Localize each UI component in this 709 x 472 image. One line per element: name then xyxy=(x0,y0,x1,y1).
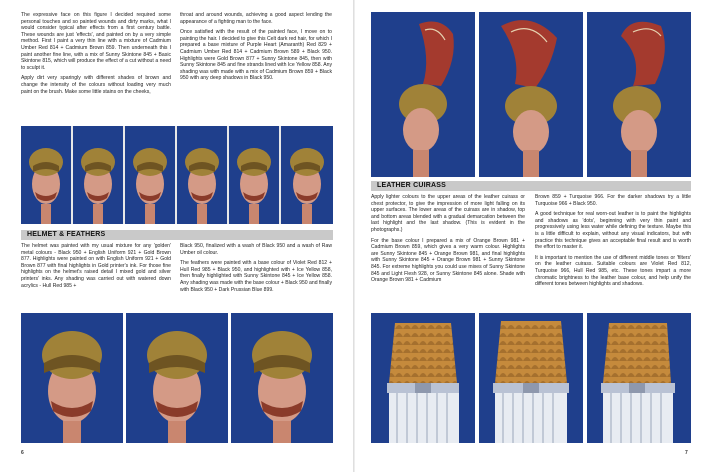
cuirass-column-2 xyxy=(535,194,691,292)
helmet-photo-row xyxy=(21,313,333,443)
head-photo-6 xyxy=(281,126,333,224)
paragraph: A good technique for real worn-out leather is to paint the highlights and shadows as 'dots', beginning with very thin paint and progressively using less water while defining the texture. Maybe this is a little difficult to explain, without any visual indicators, but with practice this technique gives an acceptable final result and is worth the effort to master it. xyxy=(535,211,691,251)
intro-column-2 xyxy=(180,12,332,86)
cuirass-photo-3 xyxy=(587,313,691,443)
feather-photo-row-graphic xyxy=(371,12,691,177)
page-number-left: 6 xyxy=(21,450,24,456)
feather-photo-1 xyxy=(371,12,475,177)
helmet-photo-1 xyxy=(21,313,123,443)
cuirass-column-1 xyxy=(371,194,525,288)
helmet-column-2 xyxy=(180,243,332,297)
helmet-photo-2 xyxy=(126,313,228,443)
helmet-photo-3 xyxy=(231,313,333,443)
paragraph: Brown 859 + Turquoise 966. For the darker shadows try a little Turquoise 966 + Black 950. xyxy=(535,194,691,207)
paragraph: Apply lighter colours to the upper areas of the leather cuirass or chest protector, to give the impression of more light falling on its upper surfaces. The lower areas of the cuirass are in shadow, top and bottom areas blended with a gradual demarcation between the last highlight and the last shadow. (This is evident in the photographs.) xyxy=(371,194,525,233)
helmet-photo-row-graphic xyxy=(21,313,333,443)
paragraph: Apply dirt very sparingly with different shades of brown and change the intensity of the colours without loading very much paint on the brush. Make some little stains on the cheeks, xyxy=(21,75,171,95)
paragraph: It is important to mention the use of different middle tones or 'filters' on the leather cuirass. Suitable colours are Violet Red 812, Turquoise 966, Hull Red 985, etc. These tones impart a more chromatic brightness to the leather base colour, and help unify the different tones between highlights and shadows. xyxy=(535,254,691,288)
paragraph: For the base colour I prepared a mix of Orange Brown 981 + Cadmium Brown 859, which gives a very warm colour. Highlights are Sunny Skintone 845 + Orange Brown 981, and final highlights with Sunny Skintone 845 + Orange Brown 981 + Sunny Skintone 845. For extreme highlights you could use mixes of Sunny Skintone 845 and Light Flesh 928, or Sunny Skintone 845 alone. Shade with Orange Brown 981 + Cadmium xyxy=(371,237,525,284)
helmet-column-1 xyxy=(21,243,171,293)
cuirass-photo-1 xyxy=(371,313,475,443)
head-photo-strip xyxy=(21,126,333,224)
cuirass-photo-row-graphic xyxy=(371,313,691,443)
feather-photo-2 xyxy=(479,12,583,177)
head-photo-5 xyxy=(229,126,279,224)
leather-cuirass-heading: LEATHER CUIRASS xyxy=(371,181,691,191)
paragraph: Black 950, finalized with a wash of Black 950 and a wash of Raw Umber oil colour. xyxy=(180,243,332,256)
feather-photo-3 xyxy=(587,12,691,177)
cuirass-photo-2 xyxy=(479,313,583,443)
left-page xyxy=(0,0,354,472)
helmet-feathers-heading: HELMET & FEATHERS xyxy=(21,230,333,240)
paragraph: throat and around wounds, achieving a good aspect lending the appearance of a fighting man to the face. xyxy=(180,12,332,25)
head-photo-1 xyxy=(21,126,71,224)
head-photo-strip-graphic xyxy=(21,126,333,224)
paragraph: The expressive face on this figure I decided required some personal touches and so painted wounds and dirty marks, what I would consider typical after effects from a first century battle. These wounds are just 'effects', and painted on by a very simple method. First I paint a very thin line with a mixture of Cadmium Umber Red 814 + Cadmium Brown 859. Then underneath this I paint another fine line, with a mix of Sunny Skintone 845 + Basic Skintone 815, which will produce the effect of a cut without a need to sculpt it. xyxy=(21,12,171,71)
cuirass-photo-row xyxy=(371,313,691,443)
paragraph: The feathers were painted with a base colour of Violet Red 812 + Hull Red 985 + Black 950, and highlighted with + Ice Yellow 858, then finally highlighted with Sunny Skintone 845 + Ice Yellow 858. Any shading was made with the base colour + Black 950 and finally with Black 950 + Dark Prussian Blue 899. xyxy=(180,260,332,293)
right-page xyxy=(355,0,709,472)
page-number-right: 7 xyxy=(685,450,688,456)
head-photo-3 xyxy=(125,126,175,224)
paragraph: Once satisfied with the result of the painted face, I move on to painting the hair. I decided to give this Celt dark red hair, for which I prepared a base mixture of Purple Heart (Amaranth) Red 829 + Cadmium Umber Red 814 + Cadmium Brown 589 + Black 950. Highlights were Gold Brown 877 + Sunny Skintone 845, then with Sunny Skintone 845 and fine strands lined with Ice Yellow 858. Any shading was with made with a mix of Cadmium Brown 859 + Black 950 with any deep shadows in Black 950. xyxy=(180,29,332,82)
feather-photo-row xyxy=(371,12,691,177)
head-photo-2 xyxy=(73,126,123,224)
intro-column-1 xyxy=(21,12,171,99)
paragraph: The helmet was painted with my usual mixture for any 'golden' metal colours - Black 950 + English Uniform 921 + Gold Brown 877. Highlights were painted on with English Uniform 921 + Gold Brown 877 with final highlights in Gold printer's ink. For those fine highlights on the helmet's raised detail I mixed gold and silver printers' inks. Any shading was carried out with watered down acrylics - Hull Red 985 + xyxy=(21,243,171,289)
head-photo-4 xyxy=(177,126,227,224)
